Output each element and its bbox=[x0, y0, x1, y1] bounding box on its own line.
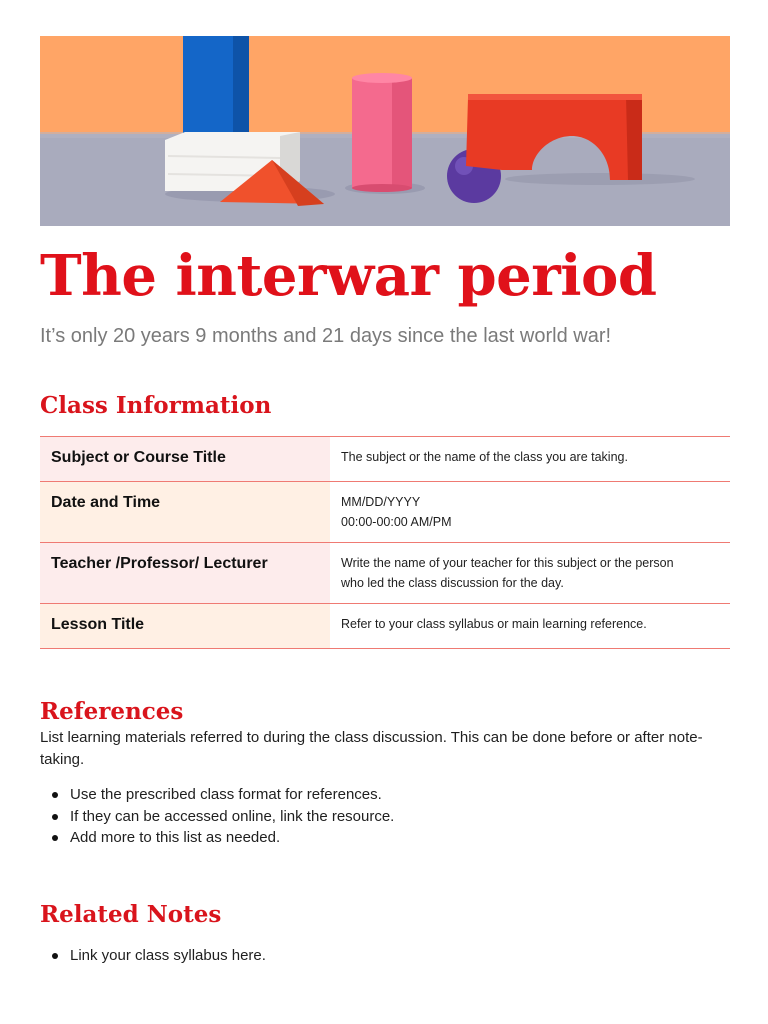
related-notes-list bbox=[40, 945, 266, 967]
list-item-text: Use the prescribed class format for references. bbox=[70, 786, 382, 803]
row-value bbox=[330, 482, 730, 543]
row-label: Lesson Title bbox=[40, 604, 330, 649]
list-item bbox=[40, 827, 394, 849]
class-info-heading: Class Information bbox=[40, 392, 272, 419]
row-value-line: Refer to your class syllabus or main learning reference. bbox=[341, 617, 647, 631]
list-item bbox=[40, 945, 266, 967]
row-label: Date and Time bbox=[40, 482, 330, 543]
table-row bbox=[40, 543, 730, 604]
row-value bbox=[330, 604, 730, 649]
table-row bbox=[40, 437, 730, 482]
row-value-line: The subject or the name of the class you are taking. bbox=[341, 450, 628, 464]
row-value-line: 00:00-00:00 AM/PM bbox=[341, 515, 452, 529]
row-value bbox=[330, 543, 730, 604]
list-item bbox=[40, 784, 394, 806]
bullet-icon bbox=[52, 792, 58, 798]
related-notes-heading: Related Notes bbox=[40, 901, 222, 928]
references-list bbox=[40, 784, 394, 849]
row-value-line: MM/DD/YYYY bbox=[341, 495, 421, 509]
list-item-text: Add more to this list as needed. bbox=[70, 829, 281, 846]
bullet-icon bbox=[52, 814, 58, 820]
row-label: Subject or Course Title bbox=[40, 437, 330, 482]
bullet-icon bbox=[52, 835, 58, 841]
row-value-line: who led the class discussion for the day. bbox=[341, 576, 564, 590]
hero-image bbox=[40, 36, 730, 226]
page-subtitle: It’s only 20 years 9 months and 21 days since the last world war! bbox=[40, 325, 612, 347]
table-row bbox=[40, 604, 730, 649]
page-title: The interwar period bbox=[40, 243, 657, 309]
row-label: Teacher /Professor/ Lecturer bbox=[40, 543, 330, 604]
references-heading: References bbox=[40, 698, 184, 725]
table-row bbox=[40, 482, 730, 543]
class-info-table bbox=[40, 436, 730, 649]
row-value bbox=[330, 437, 730, 482]
toy-blocks-icon bbox=[40, 36, 730, 226]
list-item bbox=[40, 806, 394, 828]
references-intro: List learning materials referred to during the class discussion. This can be done before or after note-taking. bbox=[40, 729, 703, 768]
bullet-icon bbox=[52, 953, 58, 959]
row-value-line: Write the name of your teacher for this subject or the person bbox=[341, 556, 674, 570]
list-item-text: Link your class syllabus here. bbox=[70, 947, 266, 964]
list-item-text: If they can be accessed online, link the resource. bbox=[70, 807, 395, 825]
